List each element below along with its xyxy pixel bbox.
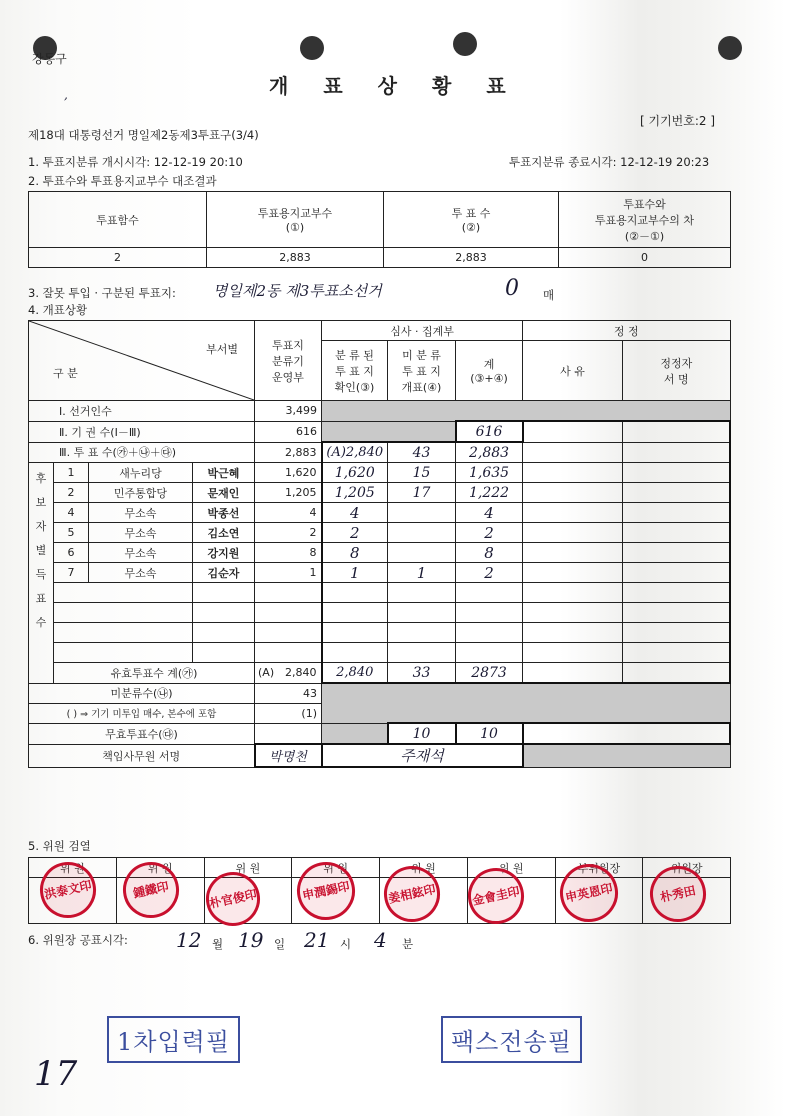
total-hw-b: 43 [388,442,456,463]
total-hw-sum: 2,883 [456,442,523,463]
total-votes-row: Ⅲ. 투 표 수(㉮＋㉯＋㉰) 2,883 (A)2,840 43 2,883 [29,442,731,463]
announce-minute-unit: 분 [402,937,414,951]
diagonal-divider [29,321,254,400]
committee-seal-8: 朴秀田 [645,861,711,927]
page-number: 17 [34,1054,78,1094]
classified-header: 분 류 된 투 표 지 확인(③) [322,341,388,401]
dept-header: 부서별 [206,343,238,356]
fax-sent-stamp: 팩스전송필 [441,1016,582,1063]
announce-day-unit: 일 [274,937,286,951]
responsible-sign-row: 책임사무원 서명 박명천 주재석 [29,744,731,767]
unclassified-header: 미 분 류 투 표 지 개표(④) [388,341,456,401]
title-char: 황 [431,74,453,98]
category-header-cell [29,321,255,401]
committee-seal-2: 鍾鐵印 [118,857,184,923]
sort-start-time: 1. 투표지분류 개시시각: 12-12-19 20:10 [28,155,243,169]
sort-end-time: 투표지분류 종료시각: 12-12-19 20:23 [509,155,710,169]
review-header: 심사 · 집계부 [322,321,523,341]
unclassified-row: 미분류수(㉯) 43 [29,683,731,703]
candidate-side-label: 후 보 자 별 득 표 수 [29,463,54,684]
corrector-header: 정정자 서 명 [623,341,730,401]
ballot-box-header: 투표함수 [29,192,207,248]
candidate-row: 후 보 자 별 득 표 수 1 새누리당 박근혜 1,620 1,620 15 1,635 [29,463,731,483]
committee-seal-6: 金會圭印 [463,863,529,929]
district-label: 강동구 [32,52,67,66]
difference-header: 투표수와 투표용지교부수의 차 (②－①) [559,192,731,248]
committee-seal-1: 洪泰文印 [35,857,101,923]
committee-inspection-table: 위 원 위 원 위 원 위 원 위 원 위 원 부위원장 위원장 [28,857,731,924]
first-entry-stamp: 1차입력필 [107,1016,240,1063]
issued-header: 투표용지교부수 (①) [207,192,384,248]
candidate-row: 5 무소속 김소연 2 2 2 [29,523,731,543]
announce-minute: 4 [374,928,387,952]
votes-value: 2,883 [384,248,559,268]
title-char: 상 [377,74,398,98]
ballot-reconciliation-table [28,191,731,268]
blank-row [29,623,731,643]
announce-day: 19 [238,928,264,952]
section4-label: 4. 개표상황 [28,303,88,317]
candidate-row: 2 민주통합당 문재인 1,205 1,205 17 1,222 [29,483,731,503]
electorate-row: Ⅰ. 선거인수 3,499 [29,401,731,422]
valid-votes-row: 유효투표수 계(㉮) (A) 2,840 2,840 33 2873 [29,663,731,684]
committee-seal-5: 姜相鉉印 [379,861,445,927]
title-char: 표 [323,74,344,98]
responsible-sign-2: 주재석 [322,744,523,767]
correction-header: 정 정 [523,321,730,341]
section3-count: 0 [505,276,519,301]
punch-hole-2 [300,36,324,60]
section3-unit: 매 [543,288,555,302]
ballot-box-value: 2 [29,248,207,268]
category-header: 구 분 [53,367,78,380]
blank-row [29,603,731,623]
blank-row [29,583,731,603]
candidate-row: 7 무소속 김순자 1 1 1 2 [29,563,731,583]
announce-month: 12 [176,928,202,952]
punch-hole-3 [453,32,477,56]
invalid-votes-row: 무효투표수(㉰) 10 10 [29,723,731,744]
announce-month-unit: 월 [212,937,224,951]
votes-header: 투 표 수 (②) [384,192,559,248]
announce-hour-unit: 시 [340,937,352,951]
reason-header: 사 유 [523,341,623,401]
machine-number: [ 기기번호:2 ] [640,114,716,128]
section5-label: 5. 위원 검열 [28,839,91,853]
document-title [252,70,524,99]
abstain-row: Ⅱ. 기 권 수(Ⅰ－Ⅲ) 616 616 [29,421,731,442]
section3-handwritten: 명일제2동 제3투표소선거 [213,282,382,300]
committee-seal-7: 申英恩印 [555,859,624,928]
machine-note-row: ( ) ⇒ 기기 미투입 매수, 본수에 포함 (1) [29,703,731,723]
responsible-sign-1: 박명천 [255,744,322,767]
committee-seal-3: 朴官俊印 [201,867,265,931]
title-char: 개 [269,74,290,98]
abstain-hw-sum: 616 [456,421,523,442]
sum-header: 계 (③+④) [456,341,523,401]
title-char: 표 [486,74,507,98]
blank-row [29,643,731,663]
pen-tick: , [64,88,68,102]
counting-status-table [28,320,731,768]
section2-label: 2. 투표수와 투표용지교부수 대조결과 [28,174,217,188]
section3-label: 3. 잘못 투입 · 구분된 투표지: [28,286,176,300]
section6-label: 6. 위원장 공표시각: [28,933,128,947]
announce-hour: 21 [304,928,330,952]
candidate-row: 4 무소속 박종선 4 4 4 [29,503,731,523]
difference-value: 0 [559,248,731,268]
candidate-row: 6 무소속 강지원 8 8 8 [29,543,731,563]
punch-hole-4 [718,36,742,60]
committee-seal-4: 申潤錫印 [292,857,361,926]
election-subtitle: 제18대 대통령선거 명일제2동제3투표구(3/4) [28,128,259,142]
issued-value: 2,883 [207,248,384,268]
total-hw-a: (A)2,840 [322,442,388,463]
operator-header: 투표지 분류기 운영부 [255,321,322,401]
